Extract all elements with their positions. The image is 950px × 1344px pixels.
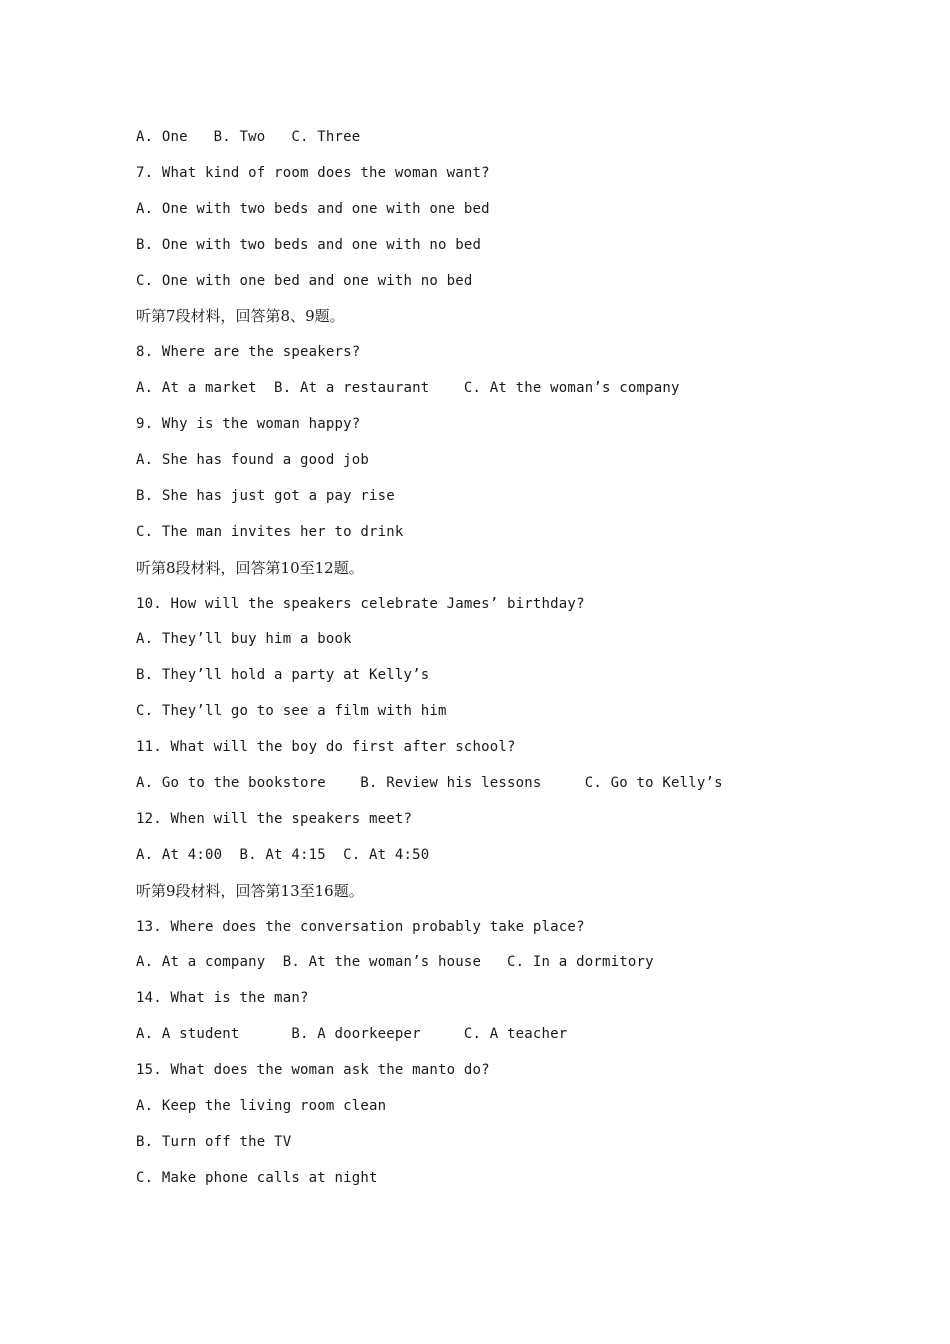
section-instruction: 听第9段材料，回答第13至16题。 bbox=[136, 881, 364, 900]
question-text: 13. Where does the conversation probably take place? bbox=[136, 918, 585, 935]
answer-option: A. One with two beds and one with one bed bbox=[136, 200, 490, 217]
answer-option: B. They’ll hold a party at Kelly’s bbox=[136, 667, 430, 684]
document-body bbox=[136, 124, 896, 1201]
answer-option: B. One with two beds and one with no bed bbox=[136, 236, 482, 253]
question-text: 10. How will the speakers celebrate James’ birthday? bbox=[136, 595, 585, 612]
answer-option: C. One with one bed and one with no bed bbox=[136, 272, 473, 289]
answer-option: B. Turn off the TV bbox=[136, 1133, 292, 1150]
question-text: 14. What is the man? bbox=[136, 990, 309, 1007]
question-text: 15. What does the woman ask the manto do? bbox=[136, 1062, 490, 1079]
answer-option: A. Keep the living room clean bbox=[136, 1098, 387, 1115]
answer-options-row: A. Go to the bookstore B. Review his lessons C. Go to Kelly’s bbox=[136, 775, 723, 792]
answer-option: C. The man invites her to drink bbox=[136, 523, 404, 540]
answer-options-row: A. At a company B. At the woman’s house C. In a dormitory bbox=[136, 954, 654, 971]
answer-option: A. She has found a good job bbox=[136, 452, 369, 469]
question-text: 11. What will the boy do first after school? bbox=[136, 739, 516, 756]
answer-options-row: A. At 4:00 B. At 4:15 C. At 4:50 bbox=[136, 846, 430, 863]
answer-option: C. Make phone calls at night bbox=[136, 1169, 378, 1186]
answer-option: C. They’ll go to see a film with him bbox=[136, 703, 447, 720]
answer-options-row: A. A student B. A doorkeeper C. A teacher bbox=[136, 1026, 568, 1043]
answer-option: A. They’ll buy him a book bbox=[136, 631, 352, 648]
answer-options-row: A. At a market B. At a restaurant C. At the woman’s company bbox=[136, 380, 680, 397]
section-instruction: 听第7段材料，回答第8、9题。 bbox=[136, 307, 345, 326]
question-text: 7. What kind of room does the woman want? bbox=[136, 164, 490, 181]
answer-option: B. She has just got a pay rise bbox=[136, 487, 395, 504]
answer-options-row: A. One B. Two C. Three bbox=[136, 129, 361, 145]
question-text: 9. Why is the woman happy? bbox=[136, 416, 361, 433]
section-instruction: 听第8段材料，回答第10至12题。 bbox=[136, 558, 364, 577]
question-text: 12. When will the speakers meet? bbox=[136, 810, 413, 827]
question-text: 8. Where are the speakers? bbox=[136, 344, 361, 361]
